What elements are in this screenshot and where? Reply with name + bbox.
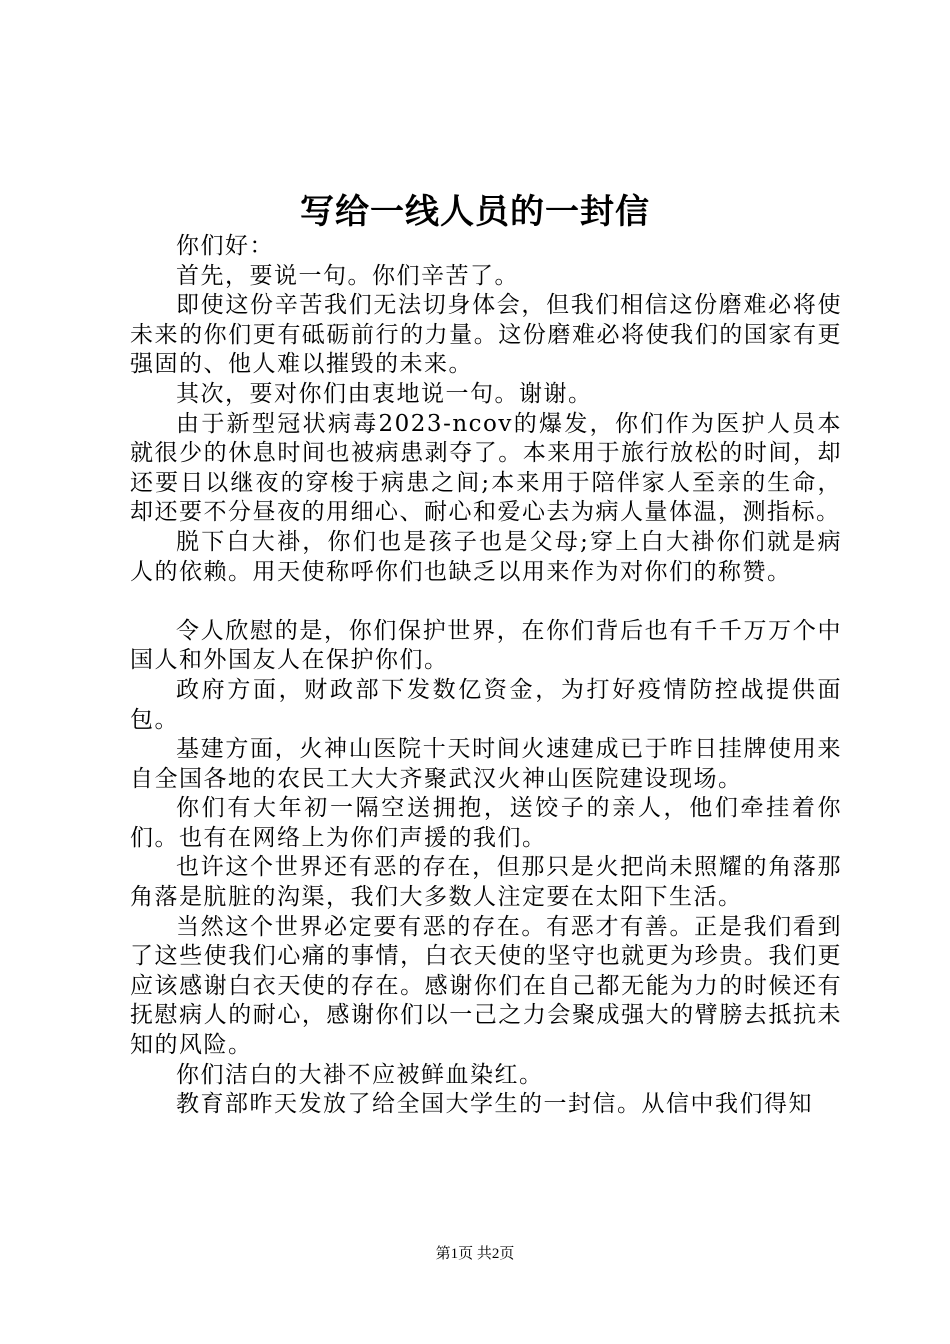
page-number-footer: 第1页 共2页 [435, 1246, 515, 1262]
paragraph: 即使这份辛苦我们无法切身体会，但我们相信这份磨难必将使未来的你们更有砥砺前行的力量。这份磨难必将使我们的国家有更强固的、他人难以摧毁的未来。 [130, 292, 842, 378]
paragraph: 其次，要对你们由衷地说一句。谢谢。 [176, 380, 593, 407]
paragraph: 你们有大年初一隔空送拥抱，送饺子的亲人，他们牵挂着你们。也有在网络上为你们声援的我们。 [130, 795, 842, 851]
document-title: 写给一线人员的一封信 [300, 192, 650, 232]
paragraph: 首先，要说一句。你们辛苦了。 [176, 262, 519, 289]
paragraph: 令人欣慰的是，你们保护世界，在你们背后也有千千万万个中国人和外国友人在保护你们。 [130, 617, 842, 674]
blank-line [130, 587, 842, 617]
paragraph: 脱下白大褂，你们也是孩子也是父母;穿上白大褂你们就是病人的依赖。用天使称呼你们也缺乏以用来作为对你们的称赞。 [130, 528, 842, 585]
paragraph-greeting: 你们好： [176, 233, 274, 259]
paragraph: 由于新型冠状病毒2023-ncov的爆发，你们作为医护人员本就很少的休息时间也被病患剥夺了。本来用于旅行放松的时间，却还要日以继夜的穿梭于病患之间;本来用于陪伴家人至亲的生命，却还要不分昼夜的用细心、耐心和爱心去为病人量体温，测指标。 [130, 410, 842, 526]
paragraph: 当然这个世界必定要有恶的存在。有恶才有善。正是我们看到了这些使我们心痛的事情，白衣天使的坚守也就更为珍贵。我们更应该感谢白衣天使的存在。感谢你们在自己都无能为力的时候还有抚慰病人的耐心，感谢你们以一己之力会聚成强大的臂膀去抵抗未知的风险。 [130, 913, 842, 1059]
paragraph: 政府方面，财政部下发数亿资金，为打好疫情防控战提供面包。 [130, 676, 842, 733]
paragraph: 你们洁白的大褂不应被鲜血染红。 [176, 1061, 544, 1088]
paragraph: 也许这个世界还有恶的存在，但那只是火把尚未照耀的角落那角落是肮脏的沟渠，我们大多数人注定要在太阳下生活。 [130, 854, 842, 911]
paragraph: 教育部昨天发放了给全国大学生的一封信。从信中我们得知 [176, 1091, 813, 1118]
document-body [130, 232, 842, 1120]
paragraph: 基建方面，火神山医院十天时间火速建成已于昨日挂牌使用来自全国各地的农民工大大齐聚武汉火神山医院建设现场。 [130, 736, 842, 792]
